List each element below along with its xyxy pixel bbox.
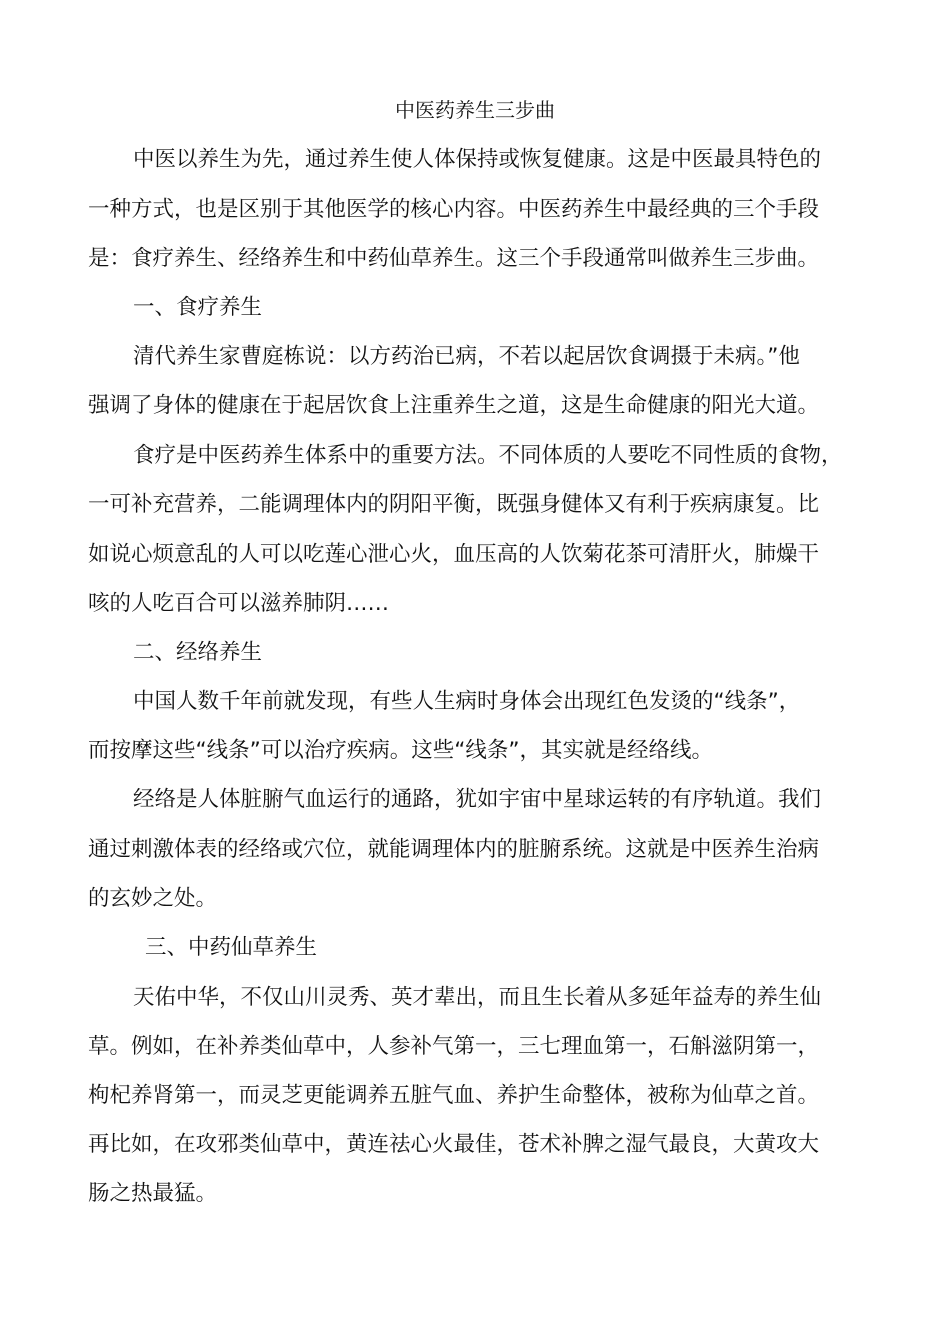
paragraph-diet-line-1: 食疗是中医药养生体系中的重要方法。不同体质的人要吃不同性质的食物，: [133, 443, 843, 468]
section-heading-meridian: 二、经络养生: [133, 640, 263, 665]
paragraph-meridian-line-1: 中国人数千年前就发现，有些人生病时身体会出现红色发烫的“线条”，: [133, 689, 801, 714]
paragraph-intro-line-2: 一种方式，也是区别于其他医学的核心内容。中医药养生中最经典的三个手段: [88, 197, 820, 222]
paragraph-herbs-line-3: 枸杞养肾第一，而灵芝更能调养五脏气血、养护生命整体，被称为仙草之首。: [88, 1083, 820, 1108]
paragraph-cao-line-1: 清代养生家曹庭栋说：以方药治已病，不若以起居饮食调摄于未病。”他: [133, 344, 800, 369]
paragraph-channel-line-1: 经络是人体脏腑气血运行的通路，犹如宇宙中星球运转的有序轨道。我们: [133, 787, 822, 812]
section-heading-diet-therapy: 一、食疗养生: [133, 295, 263, 320]
paragraph-herbs-line-5: 肠之热最猛。: [88, 1181, 218, 1206]
paragraph-channel-line-3: 的玄妙之处。: [88, 886, 218, 911]
paragraph-intro-line-1: 中医以养生为先，通过养生使人体保持或恢复健康。这是中医最具特色的: [133, 147, 822, 172]
paragraph-diet-line-3: 如说心烦意乱的人可以吃莲心泄心火，血压高的人饮菊花茶可清肝火，肺燥干: [88, 542, 820, 567]
paragraph-channel-line-2: 通过刺激体表的经络或穴位，就能调理体内的脏腑系统。这就是中医养生治病: [88, 837, 820, 862]
paragraph-herbs-line-4: 再比如，在攻邪类仙草中，黄连祛心火最佳，苍术补脾之湿气最良，大黄攻大: [88, 1132, 820, 1157]
paragraph-intro-line-3: 是：食疗养生、经络养生和中药仙草养生。这三个手段通常叫做养生三步曲。: [88, 246, 820, 271]
paragraph-herbs-line-1: 天佑中华，不仅山川灵秀、英才辈出，而且生长着从多延年益寿的养生仙: [133, 985, 822, 1010]
section-heading-herbs: 三、中药仙草养生: [145, 935, 318, 960]
document-title: 中医药养生三步曲: [395, 98, 555, 122]
paragraph-herbs-line-2: 草。例如，在补养类仙草中，人参补气第一，三七理血第一，石斛滋阴第一，: [88, 1034, 820, 1059]
paragraph-diet-line-2: 一可补充营养，二能调理体内的阴阳平衡，既强身健体又有利于疾病康复。比: [88, 492, 820, 517]
paragraph-meridian-line-2: 而按摩这些“线条”可以治疗疾病。这些“线条”，其实就是经络线。: [88, 738, 714, 763]
paragraph-cao-line-2: 强调了身体的健康在于起居饮食上注重养生之道，这是生命健康的阳光大道。: [88, 393, 820, 418]
paragraph-diet-line-4: 咳的人吃百合可以滋养肺阴……: [88, 591, 390, 616]
